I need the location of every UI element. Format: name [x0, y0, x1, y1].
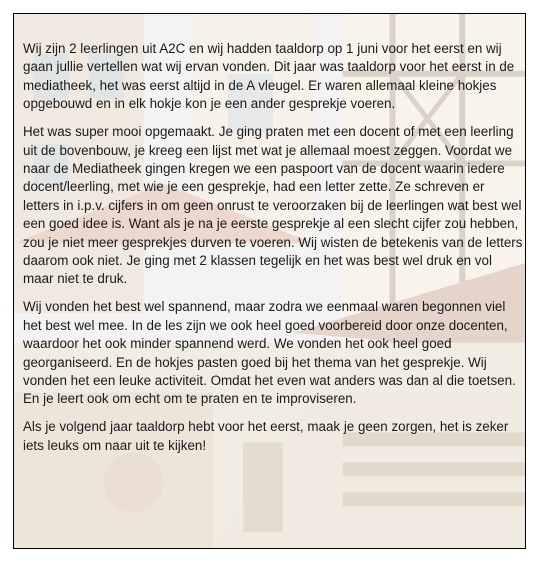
- paragraph-2: Het was super mooi opgemaakt. Je ging praten met een docent of met een leerling uit de bovenbouw, je kreeg een lijst met wat je allemaal moest zeggen. Voordat we naar de Mediatheek gingen kregen we een paspoort van de docent waarin iedere docent/leerling, met wie je een gesprekje, had een letter zette. Ze schreven er letters in i.p.v. cijfers in om geen onrust te veroorzaken bij de leerlingen wat best wel een goed idee is. Want als je na je eerste gesprekje al een slecht cijfer zou hebben, zou je niet meer gesprekjes durven te voeren. Wij wisten de betekenis van de letters daarom ook niet. Je ging met 2 klassen tegelijk en het was best wel druk en vol maar niet te druk.: [23, 124, 523, 287]
- paragraph-3: Wij vonden het best wel spannend, maar zodra we eenmaal waren begonnen viel het best wel mee. In de les zijn we ook heel goed voorbereid door onze docenten, waardoor het ook minder spannend werd. We vonden het ook heel goed georganiseerd. En de hokjes pasten goed bij het thema van het gesprekje. Wij vonden het een leuke activiteit. Omdat het even wat anders was dan al die toetsen. En je leert ook om echt om te praten en te improviseren.: [23, 299, 516, 407]
- article-text: [23, 40, 523, 465]
- paragraph-1: Wij zijn 2 leerlingen uit A2C en wij hadden taaldorp op 1 juni voor het eerst en wij gaan jullie vertellen wat wij ervan vonden. Dit jaar was taaldorp voor het eerst in de mediatheek, het was eerst altijd in de A vleugel. Er waren allemaal kleine hokjes opgebouwd en in elk hokje kon je een ander gesprekje voeren.: [23, 41, 515, 112]
- paragraph-4: Als je volgend jaar taaldorp hebt voor het eerst, maak je geen zorgen, het is zeker iets leuks om naar uit te kijken!: [23, 419, 509, 453]
- text-box-frame: [13, 13, 526, 549]
